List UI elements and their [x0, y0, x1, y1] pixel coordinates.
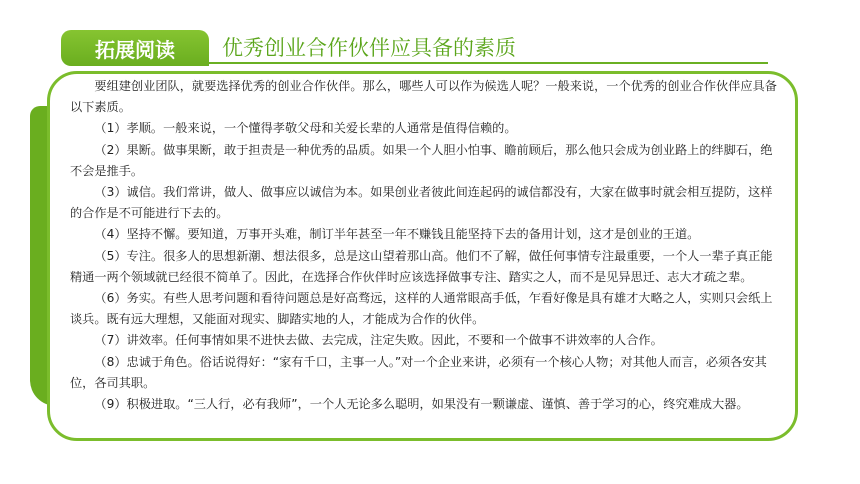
article-body: [70, 76, 778, 415]
intro-paragraph: 要组建创业团队，就要选择优秀的创业合作伙伴。那么，哪些人可以作为候选人呢？一般来说，一个优秀的创业合作伙伴应具备以下素质。: [70, 79, 777, 115]
list-item: （5）专注。很多人的思想新潮、想法很多，总是这山望着那山高。他们不了解，做任何事情专注最重要，一个人一辈子真正能精通一两个领域就已经很不简单了。因此，在选择合作伙伴时应该选择做事专注、踏实之人，而不是见异思迁、志大才疏之辈。: [70, 248, 773, 284]
list-item: （1）孝顺。一般来说，一个懂得孝敬父母和关爱长辈的人通常是值得信赖的。: [94, 121, 517, 136]
list-item: （6）务实。有些人思考问题和看待问题总是好高骛远，这样的人通常眼高手低，乍看好像是具有雄才大略之人，实则只会纸上谈兵。既有远大理想，又能面对现实、脚踏实地的人，才能成为合作的伙伴。: [70, 291, 773, 327]
page-title: 优秀创业合作伙伴应具备的素质: [222, 36, 516, 60]
list-item: （4）坚持不懈。要知道，万事开头难，制订半年甚至一年不赚钱且能坚持下去的备用计划，这才是创业的王道。: [94, 227, 700, 242]
list-item: （8）忠诚于角色。俗话说得好：“家有千口，主事一人。”对一个企业来讲，必须有一个核心人物；对其他人而言，必须各安其位，各司其职。: [70, 354, 767, 390]
title-underline: [209, 62, 768, 64]
list-item: （9）积极进取。“三人行，必有我师”，一个人无论多么聪明，如果没有一颗谦虚、谨慎、善于学习的心，终究难成大器。: [94, 397, 749, 412]
section-badge: 拓展阅读: [61, 30, 209, 66]
list-item: （2）果断。做事果断，敢于担责是一种优秀的品质。如果一个人胆小怕事、瞻前顾后，那么他只会成为创业路上的绊脚石，绝不会是推手。: [70, 142, 773, 178]
list-item: （7）讲效率。任何事情如果不进快去做、去完成，注定失败。因此，不要和一个做事不讲效率的人合作。: [94, 333, 663, 348]
list-item: （3）诚信。我们常讲，做人、做事应以诚信为本。如果创业者彼此间连起码的诚信都没有，大家在做事时就会相互提防，这样的合作是不可能进行下去的。: [70, 185, 773, 221]
